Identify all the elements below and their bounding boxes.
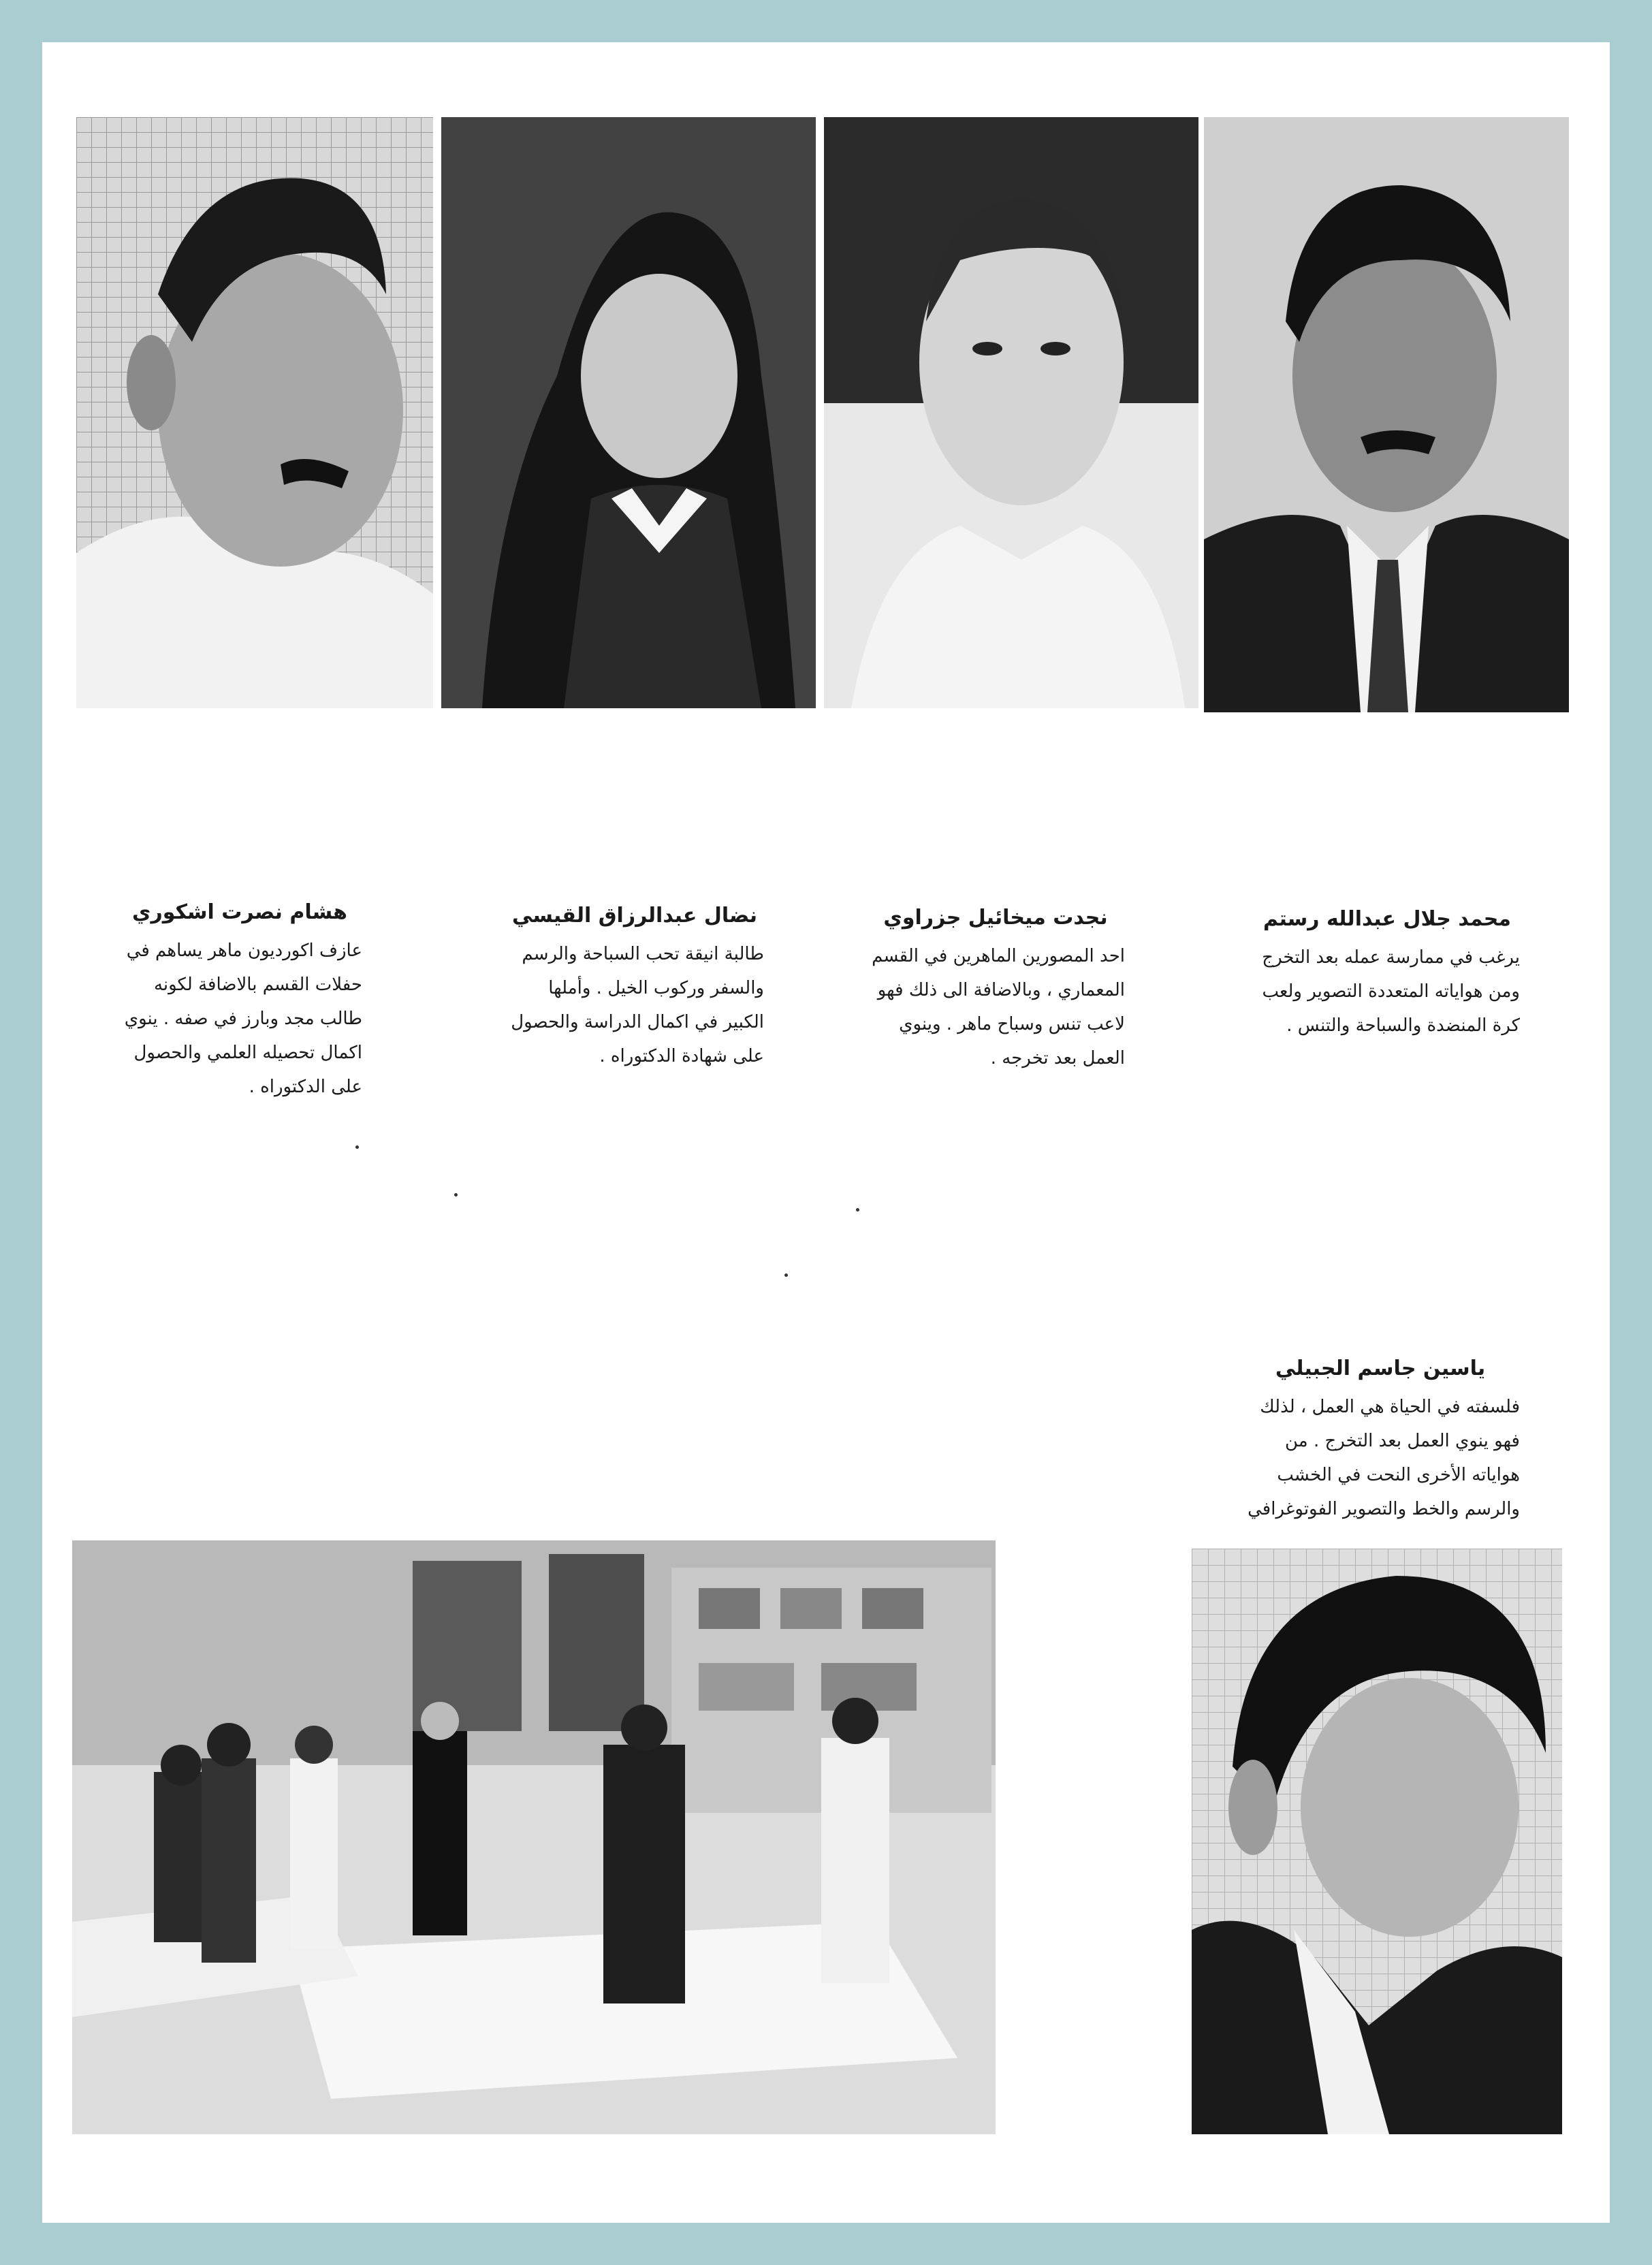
portrait-name: نضال عبدالرزاق القيسي [512,904,757,928]
portrait-description: عازف اكورديون ماهر يساهم في حفلات القسم بالاضافة لكونه طالب مجد وبارز في صفه . ينوي اكمال تحصيله العلمي والحصول على الدكتوراه . [124,940,362,1097]
portrait-photo-1 [76,117,433,708]
portrait-photo-2 [441,117,816,708]
portrait-caption-2 [505,904,764,1073]
studio-group-photo [72,1540,996,2134]
featured-description: فلسفته في الحياة هي العمل ، لذلك فهو ينوي العمل بعد التخرج . من هواياته الأخرى النحت في الخشب والرسم والخط والتصوير الفوتوغرافي [1248,1397,1520,1519]
yearbook-page [42,42,1610,2223]
portrait-description: يرغب في ممارسة عمله بعد التخرج ومن هواياته المتعددة التصوير ولعب كرة المنضدة والسباحة والتنس . [1262,947,1520,1036]
portrait-photo-3 [824,117,1198,708]
portrait-photo-4 [1204,117,1569,712]
featured-name: ياسين جاسم الجبيلي [1275,1357,1486,1380]
portrait-name: نجدت ميخائيل جزراوي [883,906,1108,930]
portrait-name: هشام نصرت اشكوري [132,900,347,924]
print-speck [454,1193,458,1197]
portrait-caption-1 [117,900,362,1104]
print-speck [784,1273,788,1277]
portrait-name: محمد جلال عبدالله رستم [1263,907,1511,931]
portrait-description: طالبة انيقة تحب السباحة والرسم والسفر وركوب الخيل . وأملها الكبير في اكمال الدراسة والحصول على شهادة الدكتوراه . [511,944,764,1066]
print-speck [355,1145,359,1149]
portrait-caption-3 [866,906,1125,1075]
featured-caption [1241,1357,1520,1526]
portrait-caption-4 [1254,907,1520,1043]
print-speck [856,1208,859,1211]
featured-portrait-photo [1192,1549,1562,2134]
portrait-description: احد المصورين الماهرين في القسم المعماري ، وبالاضافة الى ذلك فهو لاعب تنس وسباح ماهر . وينوي العمل بعد تخرجه . [872,946,1125,1068]
